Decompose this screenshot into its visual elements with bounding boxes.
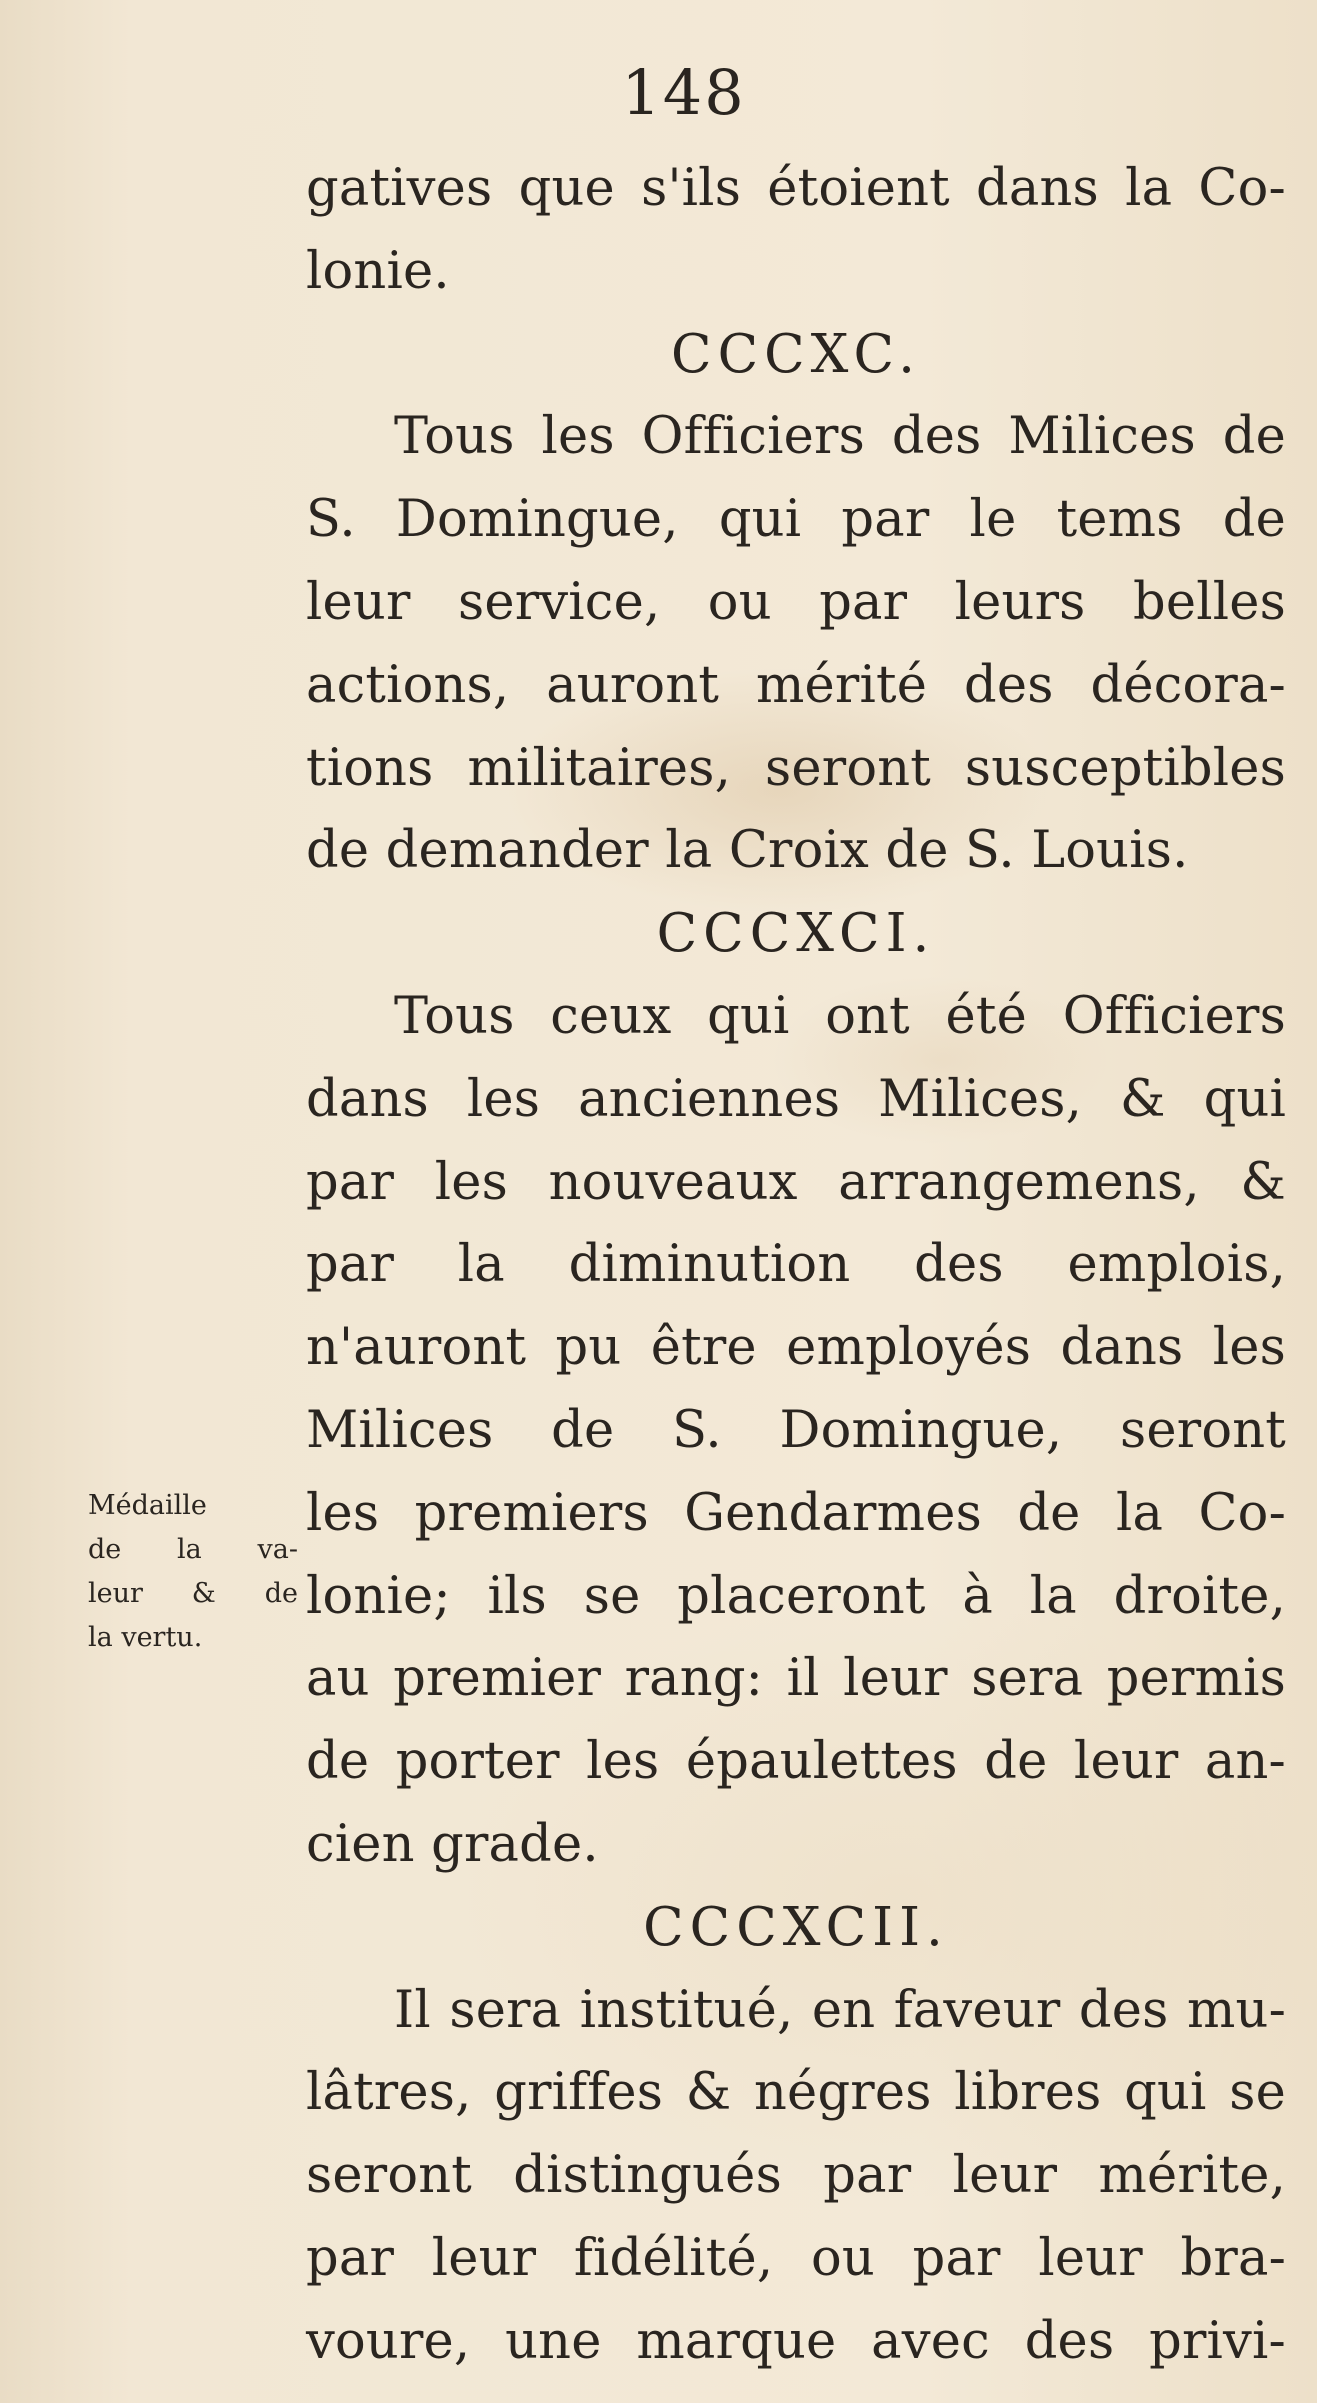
article-number-heading: CCCXCI. [656,903,936,965]
margin-note-line: la vertu. [88,1622,203,1653]
text-line: n'auront pu être employés dans les [306,1318,1286,1378]
margin-note-line: leur & de [88,1578,298,1609]
text-line: tions militaires, seront susceptibles [306,738,1286,798]
text-line: Tous ceux qui ont été Officiers [394,986,1286,1046]
text-line: S. Domingue, qui par le tems de [306,490,1286,550]
text-line: Milices de S. Domingue, seront [306,1400,1286,1460]
text-line: lonie. [306,241,450,301]
text-line: Tous les Officiers des Milices de [394,407,1286,467]
text-line: par les nouveaux arrangemens, & [306,1152,1286,1212]
margin-note-line: Médaille [88,1490,207,1521]
article-number-heading: CCCXC. [671,323,921,385]
text-line: de demander la Croix de S. Louis. [306,821,1189,881]
margin-note [88,1484,298,1660]
text-line: actions, auront mérité des décora- [306,655,1286,715]
text-line: les premiers Gendarmes de la Co- [306,1483,1286,1543]
page-number: 148 [621,56,746,129]
margin-note-line: de la va- [88,1534,298,1565]
text-line: lâtres, griffes & négres libres qui se [306,2063,1286,2123]
text-line: cien grade. [306,1814,599,1874]
text-line: dans les anciennes Milices, & qui [306,1069,1286,1129]
text-line: gatives que s'ils étoient dans la Co- [306,159,1286,218]
text-line: seront distingués par leur mérite, [306,2146,1286,2206]
text-line: par leur fidélité, ou par leur bra- [306,2228,1286,2288]
text-line: lonie; ils se placeront à la droite, [306,1566,1286,1626]
article-number-heading: CCCXCII. [643,1896,949,1958]
text-line: voure, une marque avec des privi- [306,2311,1286,2371]
text-line: de porter les épaulettes de leur an- [306,1732,1286,1792]
text-line: par la diminution des emplois, [306,1235,1286,1295]
text-line: Il sera institué, en faveur des mu- [394,1980,1286,2040]
text-line: au premier rang: il leur sera permis [306,1649,1286,1709]
body-text [306,148,1286,2384]
text-line: leur service, ou par leurs belles [306,572,1286,632]
